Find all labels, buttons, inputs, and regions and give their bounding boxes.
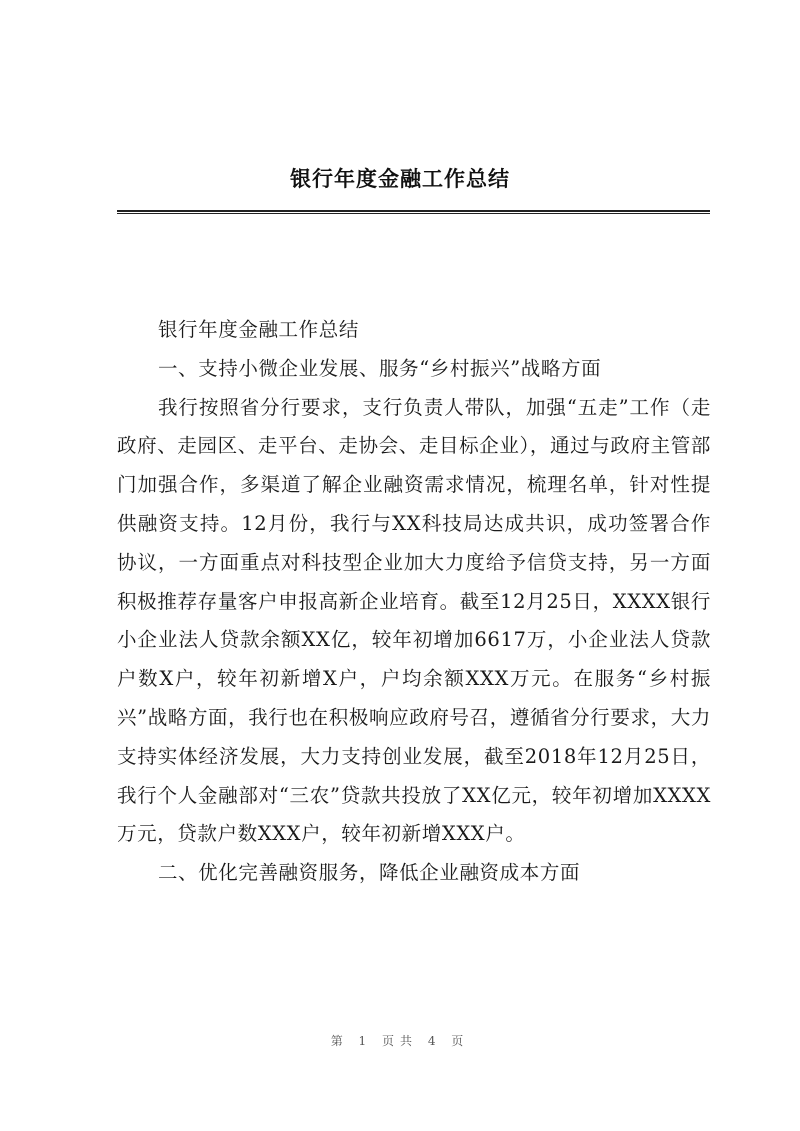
document-body	[117, 311, 711, 893]
section-heading-2: 二、优化完善融资服务，降低企业融资成本方面	[157, 861, 581, 885]
page-number: 第 1 页共 4 页	[330, 1034, 470, 1048]
body-heading: 银行年度金融工作总结	[157, 318, 359, 341]
body-paragraph: 我行按照省分行要求，支行负责人带队，加强“五走”工作（走政府、走园区、走平台、走协会、走目标企业），通过与政府主管部门加强合作，多渠道了解企业融资需求情况，梳理名单，针对性提供融资支持。12月份，我行与XX科技局达成共识，成功签署合作协议，一方面重点对科技型企业加大力度给予信贷支持，另一方面积极推荐存量客户申报高新企业培育。截至12月25日，XXXX银行小企业法人贷款余额XX亿，较年初增加6617万，小企业法人贷款户数X户，较年初新增X户，户均余额XXX万元。在服务“乡村振兴”战略方面，我行也在积极响应政府号召，遵循省分行要求，大力支持实体经济发展，大力支持创业发展，截至2018年12月25日，我行个人金融部对“三农”贷款共投放了XX亿元，较年初增加XXXX万元，贷款户数XXX户，较年初新增XXX户。	[117, 395, 711, 846]
section-heading-1: 一、支持小微企业发展、服务“乡村振兴”战略方面	[157, 356, 602, 380]
title-divider	[117, 210, 710, 214]
page-title: 银行年度金融工作总结	[290, 167, 510, 191]
